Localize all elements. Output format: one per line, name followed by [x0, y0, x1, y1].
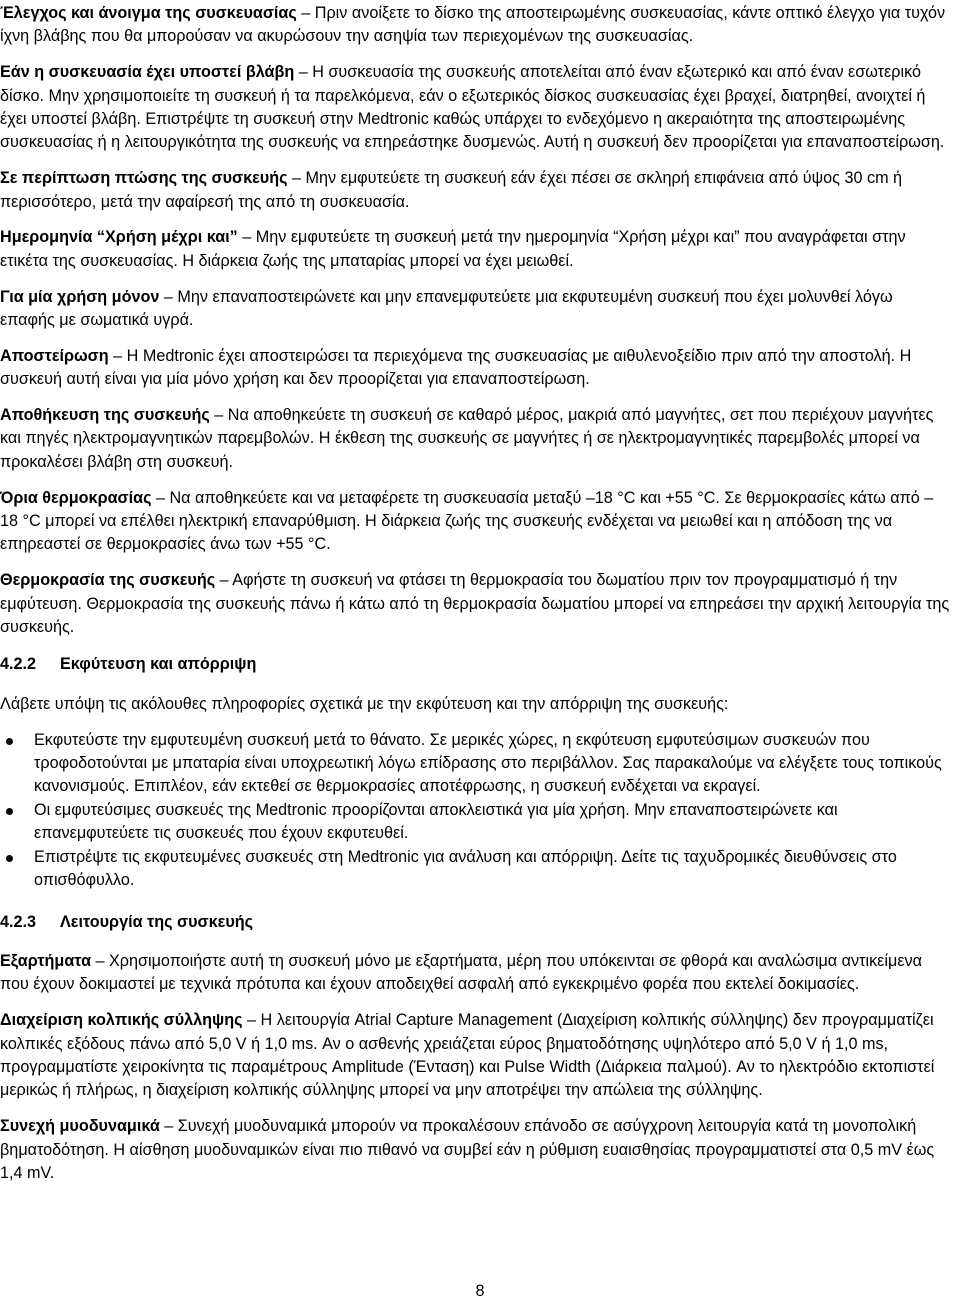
paragraph-body: – Μην εμφυτεύετε τη συσκευή εάν έχει πέσει σε σκληρή επιφάνεια από ύψος 30 cm ή περισσότερο, μετά την αφαίρεσή της από τη συσκευασία.: [0, 169, 903, 211]
paragraph-heading: Για μία χρήση μόνον: [0, 287, 160, 306]
paragraph-body: – Η συσκευασία της συσκευής αποτελείται από έναν εξωτερικό και από έναν εσωτερικό δίσκο. Μην χρησιμοποιείτε τη συσκευή ή τα παρελκόμενα, εάν ο εξωτερικός δίσκος συσκευασίας έχει βραχεί, διατρηθεί, ανοιχτεί ή έχει υποστεί βλάβη. Επιστρέψτε τη συσκευή στην Medtronic καθώς υπάρχει το ενδεχόμενο η ακεραιότητα της αποστειρωμένης συσκευασίας ή η λειτουργικότητα της συσκευής να επηρεάστηκε δυσμενώς. Αυτή η συσκευή δεν προορίζεται για επαναποστείρωση.: [0, 63, 945, 152]
paragraph-damaged-package: [0, 61, 950, 155]
paragraph-body: – Χρησιμοποιήστε αυτή τη συσκευή μόνο με εξαρτήματα, μέρη που υπόκεινται σε φθορά και αναλώσιμα αντικείμενα που έχουν δοκιμαστεί με τεχνικά πρότυπα και έχουν αποδειχθεί ασφαλή από εγκεκριμένο φορέα που εκτελεί δοκιμασίες.: [0, 951, 922, 994]
paragraph-body: – Η λειτουργία Atrial Capture Management (Διαχείριση κολπικής σύλληψης) δεν προγραμματίζει κολπικές εξόδους πάνω από 5,0 V ή 1,0 ms. Αν ο ασθενής χρειάζεται εύρος βηματοδότησης υψηλότερο από 5,0 V ή 1,0 ms, προγραμματίστε χειροκίνητα τις παραμέτρους Amplitude (Ένταση) και Pulse Width (Διάρκεια παλμού). Αν το ηλεκτρόδιο εκτοπιστεί μερικώς ή πλήρως, η διαχείριση κολπικής σύλληψης μπορεί να μην αποτρέψει την απώλεια της σύλληψης.: [0, 1011, 935, 1100]
section-heading-device-operation: [0, 911, 950, 934]
paragraph-body: – Να αποθηκεύετε τη συσκευή σε καθαρό μέρος, μακριά από μαγνήτες, σετ που περιέχουν μαγνήτες και πηγές ηλεκτρομαγνητικών παρεμβολών. Η έκθεση της συσκευής σε μαγνήτες ή σε ηλεκτρομαγνητικές παρεμβολές μπορεί να προκαλέσει βλάβη στη συσκευή.: [0, 406, 934, 471]
paragraph-myopotentials: [0, 1115, 950, 1185]
explant-intro: Λάβετε υπόψη τις ακόλουθες πληροφορίες σχετικά με την εκφύτευση και την απόρριψη της συσκευής:: [0, 694, 729, 713]
paragraph-heading: Θερμοκρασία της συσκευής: [0, 571, 216, 590]
paragraph-heading: Ημερομηνία “Χρήση μέχρι και”: [0, 228, 238, 247]
list-item: Οι εμφυτεύσιμες συσκευές της Medtronic προορίζονται αποκλειστικά για μία χρήση. Μην επαναποστειρώνετε και επανεμφυτεύετε τις συσκευές που έχουν εκφυτευθεί.: [0, 799, 950, 846]
section-title: Εκφύτευση και απόρριψη: [60, 655, 257, 674]
paragraph-accessories: [0, 950, 950, 997]
explant-bullet-list: [0, 729, 950, 893]
paragraph-heading: Διαχείριση κολπικής σύλληψης: [0, 1011, 243, 1030]
paragraph-body: – Συνεχή μυοδυναμικά μπορούν να προκαλέσουν επάνοδο σε ασύγχρονη λειτουργία κατά τη μονοπολική βηματοδότηση. Η αίσθηση μυοδυναμικών είναι πιο πιθανό να συμβεί εάν η ρύθμιση ευαισθησίας προγραμματιστεί στα 0,5 mV έως 1,4 mV.: [0, 1117, 935, 1182]
list-item: Επιστρέψτε τις εκφυτευμένες συσκευές στη Medtronic για ανάλυση και απόρριψη. Δείτε τις ταχυδρομικές διευθύνσεις στο οπισθόφυλλο.: [0, 846, 950, 893]
paragraph-body: – Μην επαναποστειρώνετε και μην επανεμφυτεύετε μια εκφυτευμένη συσκευή που έχει μολυνθεί λόγω επαφής με σωματικά υγρά.: [0, 287, 893, 330]
section-number: 4.2.2: [0, 655, 37, 674]
paragraph-heading: Εάν η συσκευασία έχει υποστεί βλάβη: [0, 63, 295, 82]
section-title: Λειτουργία της συσκευής: [60, 912, 254, 931]
paragraph-body: – Πριν ανοίξετε το δίσκο της αποστειρωμένης συσκευασίας, κάντε οπτικό έλεγχο για τυχόν ίχνη βλάβης που θα μπορούσαν να ακυρώσουν την ασηψία των περιεχομένων της συσκευασίας.: [0, 4, 946, 46]
page-number: 8: [475, 1282, 485, 1300]
paragraph-heading: Σε περίπτωση πτώσης της συσκευής: [0, 169, 288, 188]
paragraph-heading: Έλεγχος και άνοιγμα της συσκευασίας: [0, 4, 297, 22]
paragraph-package-inspection: [0, 2, 950, 49]
list-item: Εκφυτεύστε την εμφυτευμένη συσκευή μετά το θάνατο. Σε μερικές χώρες, η εκφύτευση εμφυτεύσιμων συσκευών που τροφοδοτούνται με μπαταρία είναι υποχρεωτική λόγω επίδρασης στο περιβάλλον. Σας παρακαλούμε να ελέγξετε τους τοπικούς κανονισμούς. Επιπλέον, εάν εκτεθεί σε θερμοκρασίες αποτέφρωσης, η συσκευή ενδέχεται να εκραγεί.: [0, 729, 950, 799]
paragraph-body: – Αφήστε τη συσκευή να φτάσει τη θερμοκρασία του δωματίου πριν τον προγραμματισμό ή την εμφύτευση. Θερμοκρασία της συσκευής πάνω ή κάτω από τη θερμοκρασία δωματίου μπορεί να επηρεάσει την αρχική λειτουργία της συσκευής.: [0, 571, 950, 637]
paragraph-heading: Αποθήκευση της συσκευής: [0, 406, 210, 425]
paragraph-dropped-device: [0, 167, 950, 214]
paragraph-heading: Αποστείρωση: [0, 346, 109, 365]
section-number: 4.2.3: [0, 912, 37, 931]
paragraph-heading: Συνεχή μυοδυναμικά: [0, 1117, 160, 1136]
paragraph-body: – Μην εμφυτεύετε τη συσκευή μετά την ημερομηνία “Χρήση μέχρι και” που αναγράφεται στην ετικέτα της συσκευασίας. Η διάρκεια ζωής της μπαταρίας μπορεί να έχει μειωθεί.: [0, 228, 906, 270]
paragraph-device-storage: [0, 404, 950, 474]
paragraph-heading: Εξαρτήματα: [0, 951, 92, 970]
paragraph-heading: Όρια θερμοκρασίας: [0, 488, 152, 507]
paragraph-temperature-limits: [0, 487, 950, 557]
paragraph-single-use: [0, 286, 950, 333]
paragraph-device-temperature: [0, 569, 950, 639]
section-heading-explant: [0, 653, 950, 676]
paragraph-body: – Να αποθηκεύετε και να μεταφέρετε τη συσκευασία μεταξύ –18 °C και +55 °C. Σε θερμοκρασίες κάτω από –18 °C μπορεί να επέλθει ηλεκτρική επαναρύθμιση. Η διάρκεια ζωής της συσκευής ενδέχεται να μειωθεί και η απόδοση της να επηρεαστεί σε θερμοκρασίες άνω των +55 °C.: [0, 488, 934, 554]
paragraph-use-by-date: [0, 226, 950, 273]
paragraph-sterilization: [0, 345, 950, 392]
paragraph-atrial-capture: [0, 1009, 950, 1103]
paragraph-body: – Η Medtronic έχει αποστειρώσει τα περιεχόμενα της συσκευασίας με αιθυλενοξείδιο πριν από την αποστολή. Η συσκευή αυτή είναι για μία μόνο χρήση και δεν προορίζεται για επαναποστείρωση.: [0, 346, 912, 389]
